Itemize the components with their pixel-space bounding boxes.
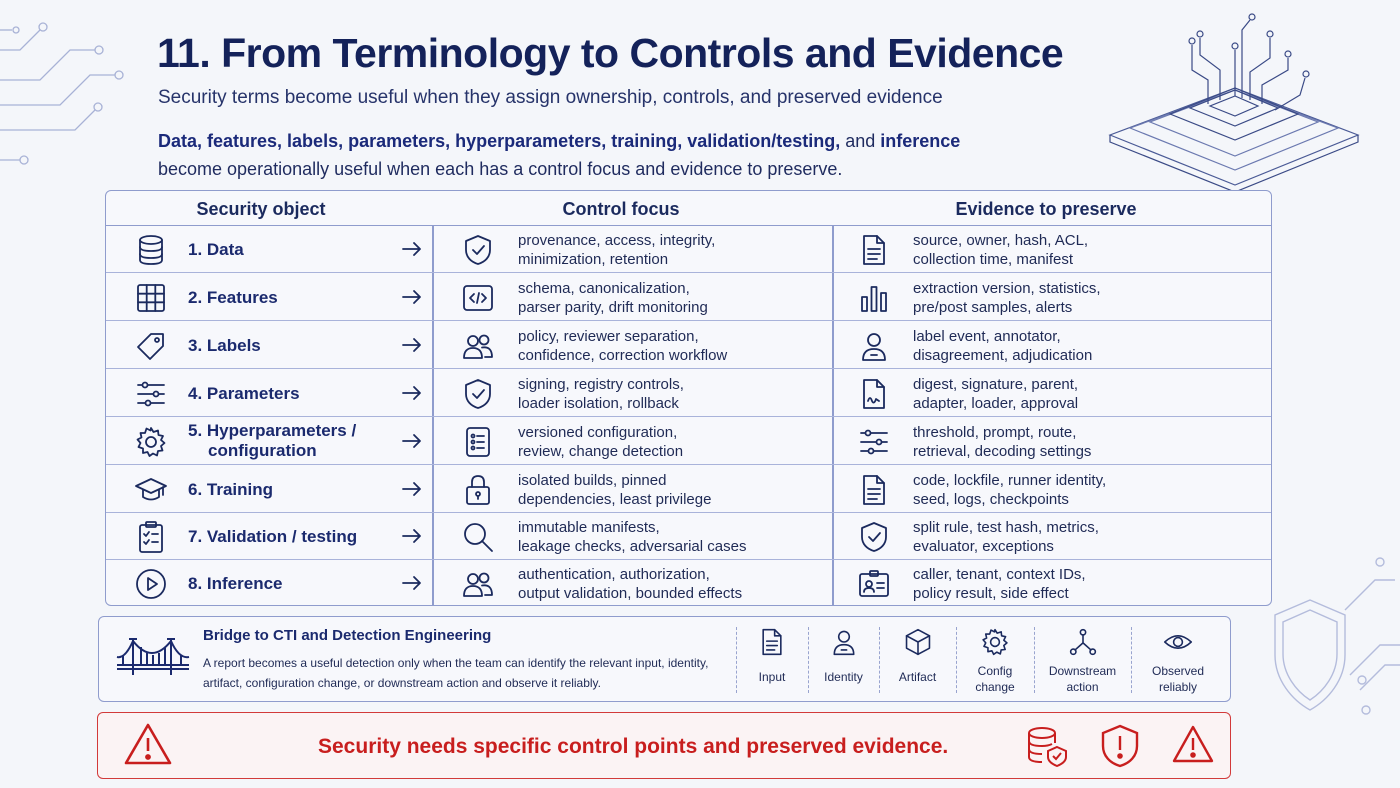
evidence-text — [913, 327, 1092, 365]
evidence-line: disagreement, adjudication — [913, 347, 1093, 364]
arrow-right-icon — [401, 287, 423, 307]
intro-terms: Data, features, labels, parameters, hyperparameters, training, validation/testing, — [158, 131, 841, 151]
chip-artifact — [879, 625, 956, 695]
control-focus-line: versioned configuration, — [518, 424, 678, 441]
page-subtitle: Security terms become useful when they assign ownership, controls, and preserved evidence — [158, 87, 943, 108]
chip-label — [879, 669, 956, 685]
gear-icon — [134, 425, 168, 459]
intro-rest: become operationally useful when each has a control focus and evidence to preserve. — [158, 159, 843, 179]
network-icon — [1068, 627, 1098, 657]
bridge-title: Bridge to CTI and Detection Engineering — [203, 627, 492, 644]
chip-decoration — [1100, 10, 1370, 190]
magnifier-icon — [461, 520, 495, 554]
security-object-label: 4. Parameters — [188, 384, 300, 403]
control-focus-line: schema, canonicalization, — [518, 280, 690, 297]
database-icon — [134, 233, 168, 267]
evidence-line: seed, logs, checkpoints — [913, 491, 1069, 508]
code-icon — [461, 281, 495, 315]
chip-label-line: Input — [758, 670, 786, 684]
alert-message: Security needs specific control points and preserved evidence. — [318, 735, 949, 758]
grid-icon — [134, 281, 168, 315]
chip-label-line: action — [1066, 680, 1099, 694]
chip-label — [1034, 663, 1131, 695]
document-icon — [857, 473, 891, 507]
table-row — [106, 418, 1271, 465]
chip-label-line: Artifact — [898, 670, 937, 684]
chip-downstream — [1034, 625, 1131, 695]
user-icon — [829, 627, 859, 657]
shield-check-icon — [461, 377, 495, 411]
arrow-right-icon — [401, 479, 423, 499]
chip-label-line: reliably — [1158, 680, 1197, 694]
control-focus-line: review, change detection — [518, 443, 684, 460]
evidence-text — [913, 231, 1088, 269]
table-row — [106, 560, 1271, 606]
security-object-line: configuration — [208, 441, 317, 460]
clipboard-check-icon — [134, 520, 168, 554]
table-row — [106, 226, 1271, 273]
table-row — [106, 466, 1271, 513]
table-header — [106, 191, 1271, 226]
chip-label — [1131, 663, 1225, 695]
control-focus-text — [518, 375, 684, 413]
evidence-line: caller, tenant, context IDs, — [913, 566, 1086, 583]
control-focus-line: immutable manifests, — [518, 519, 660, 536]
intro-and: and — [840, 131, 881, 151]
arrow-right-icon — [401, 526, 423, 546]
evidence-line: label event, annotator, — [913, 328, 1061, 345]
document-icon — [857, 233, 891, 267]
evidence-line: policy result, side effect — [913, 585, 1069, 602]
chip-label-line: Config — [977, 664, 1013, 678]
shield-check-icon — [857, 520, 891, 554]
control-focus-line: signing, registry controls, — [518, 376, 684, 393]
table-row — [106, 370, 1271, 417]
security-object-label: 1. Data — [188, 240, 244, 259]
table-row — [106, 322, 1271, 369]
evidence-line: split rule, test hash, metrics, — [913, 519, 1099, 536]
signed-document-icon — [857, 377, 891, 411]
id-card-icon — [857, 567, 891, 601]
shield-decoration — [1270, 540, 1400, 740]
chip-identity — [808, 625, 879, 695]
header-control-focus: Control focus — [562, 199, 680, 219]
bridge-panel — [98, 616, 1231, 702]
alert-banner — [97, 712, 1231, 779]
checklist-icon — [461, 425, 495, 459]
security-object-line: 5. Hyperparameters / — [188, 421, 357, 440]
table-row — [106, 274, 1271, 321]
evidence-line: adapter, loader, approval — [913, 395, 1079, 412]
control-focus-line: loader isolation, rollback — [518, 395, 679, 412]
document-icon — [757, 627, 787, 657]
arrow-right-icon — [401, 335, 423, 355]
controls-table — [105, 190, 1272, 606]
sliders-icon — [134, 377, 168, 411]
evidence-line: digest, signature, parent, — [913, 376, 1079, 393]
evidence-line: threshold, prompt, route, — [913, 424, 1077, 441]
control-focus-line: parser parity, drift monitoring — [518, 299, 708, 316]
arrow-right-icon — [401, 431, 423, 451]
control-focus-line: authentication, authorization, — [518, 566, 710, 583]
page-title: 11. From Terminology to Controls and Evidence — [157, 30, 1064, 76]
evidence-line: source, owner, hash, ACL, — [913, 232, 1089, 249]
chip-label-line: Observed — [1151, 664, 1205, 678]
evidence-line: extraction version, statistics, — [913, 280, 1101, 297]
chip-config — [956, 625, 1034, 695]
security-object-label: 7. Validation / testing — [188, 527, 358, 546]
play-circle-icon — [134, 567, 168, 601]
chip-observed — [1131, 625, 1225, 695]
evidence-line: code, lockfile, runner identity, — [913, 472, 1107, 489]
intro-paragraph — [158, 127, 1058, 183]
chip-label — [808, 669, 879, 685]
evidence-line: retrieval, decoding settings — [913, 443, 1092, 460]
security-object-label — [188, 421, 356, 461]
evidence-line: evaluator, exceptions — [913, 538, 1054, 555]
gear-icon — [980, 627, 1010, 657]
evidence-line: collection time, manifest — [913, 251, 1074, 268]
sliders-icon — [857, 425, 891, 459]
chip-label-line: change — [975, 680, 1015, 694]
bridge-description: A report becomes a useful detection only when the team can identify the relevant input, identity, artifact, configuration change, or downstream action and observe it reliably. — [203, 656, 709, 690]
chip-label-line: Downstream — [1048, 664, 1117, 678]
graduation-cap-icon — [134, 473, 168, 507]
evidence-text — [913, 423, 1091, 461]
shield-alert-icon — [1100, 724, 1140, 768]
circuit-decoration-left — [0, 10, 140, 180]
control-focus-line: isolated builds, pinned — [518, 472, 667, 489]
control-focus-text — [518, 518, 746, 556]
lock-icon — [461, 473, 495, 507]
chip-label-line: Identity — [824, 670, 863, 684]
evidence-text — [913, 518, 1099, 556]
control-focus-line: confidence, correction workflow — [518, 347, 728, 364]
evidence-line: pre/post samples, alerts — [913, 299, 1073, 316]
control-focus-line: leakage checks, adversarial cases — [518, 538, 747, 555]
chip-label — [956, 663, 1034, 695]
chip-label — [736, 669, 808, 685]
user-icon — [857, 329, 891, 363]
tag-icon — [134, 329, 168, 363]
evidence-text — [913, 565, 1086, 603]
database-shield-icon — [1026, 725, 1068, 767]
chip-input — [736, 625, 808, 695]
control-focus-line: minimization, retention — [518, 251, 669, 268]
evidence-text — [913, 471, 1106, 509]
cube-icon — [903, 627, 933, 657]
users-icon — [461, 567, 495, 601]
arrow-right-icon — [401, 239, 423, 259]
control-focus-text — [518, 327, 727, 365]
header-evidence: Evidence to preserve — [955, 199, 1137, 219]
control-focus-text — [518, 565, 742, 603]
warning-triangle-icon — [1172, 724, 1214, 764]
security-object-label: 6. Training — [188, 480, 274, 499]
users-icon — [461, 329, 495, 363]
control-focus-text — [518, 423, 683, 461]
bridge-icon — [115, 635, 191, 679]
evidence-text — [913, 279, 1101, 317]
control-focus-text — [518, 279, 708, 317]
intro-inference: inference — [880, 131, 961, 151]
bar-chart-icon — [857, 281, 891, 315]
security-object-label: 8. Inference — [188, 574, 283, 593]
shield-check-icon — [461, 233, 495, 267]
security-object-label: 2. Features — [188, 288, 278, 307]
evidence-text — [913, 375, 1078, 413]
warning-triangle-icon — [124, 722, 172, 766]
control-focus-line: dependencies, least privilege — [518, 491, 712, 508]
eye-icon — [1163, 627, 1193, 657]
control-focus-text — [518, 231, 715, 269]
table-row — [106, 513, 1271, 560]
control-focus-text — [518, 471, 711, 509]
control-focus-line: provenance, access, integrity, — [518, 232, 716, 249]
arrow-right-icon — [401, 383, 423, 403]
header-security-object: Security object — [196, 199, 326, 219]
control-focus-line: output validation, bounded effects — [518, 585, 743, 602]
arrow-right-icon — [401, 573, 423, 593]
security-object-label: 3. Labels — [188, 336, 261, 355]
control-focus-line: policy, reviewer separation, — [518, 328, 699, 345]
